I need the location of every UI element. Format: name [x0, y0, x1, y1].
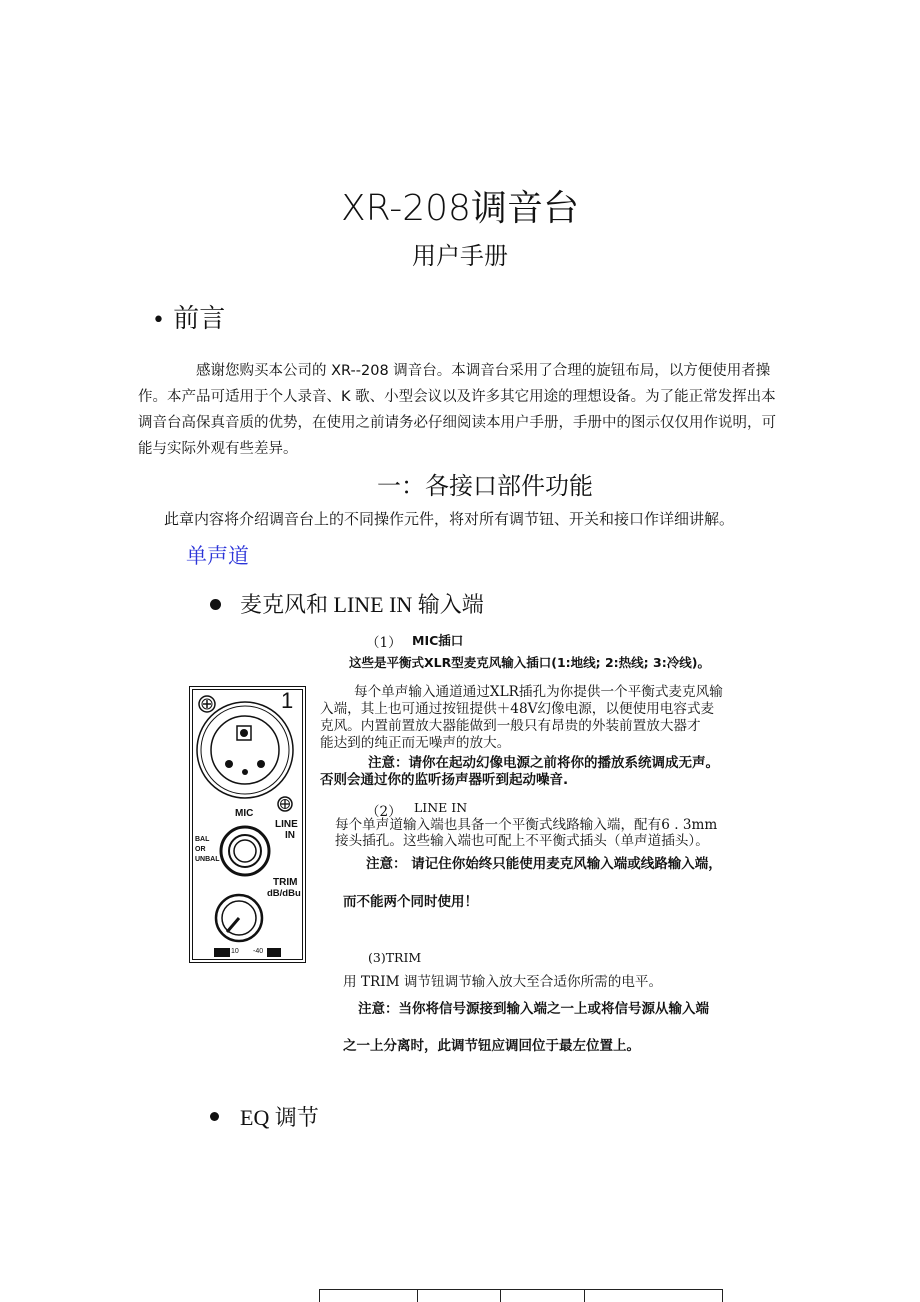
line-in-label-2: IN — [285, 830, 295, 841]
document-subtitle: 用户手册 — [412, 242, 508, 270]
item3-note-line2: 之一上分离时，此调节钮应调回位于最左位置上。 — [343, 1038, 640, 1054]
document-title: XR-208调音台 — [341, 188, 579, 229]
preface-heading — [152, 298, 225, 335]
preface-heading-text: 前言 — [173, 304, 226, 334]
scale-label-right: -40 — [253, 948, 264, 955]
item3-title: (3)TRIM — [368, 950, 422, 965]
line-in-label-1: LINE — [275, 819, 298, 830]
item3-note-line1: 注意：当你将信号源接到输入端之一上或将信号源从输入端 — [358, 1001, 709, 1017]
xlr-connector-icon — [197, 702, 293, 798]
table-col-border — [500, 1289, 501, 1302]
table-col-border — [722, 1289, 723, 1302]
mic-section-heading: 麦克风和 LINE IN 输入端 — [240, 592, 484, 617]
table-col-border — [417, 1289, 418, 1302]
table-col-border — [319, 1289, 320, 1302]
item2-title: LINE IN — [414, 800, 468, 815]
line-in-jack-icon — [221, 827, 269, 875]
scale-label-left: 10 — [231, 948, 239, 955]
channel-number: 1 — [281, 688, 294, 713]
trim-label-1: TRIM — [273, 877, 298, 888]
trim-label-2: dB/dBu — [267, 888, 301, 899]
item1-body-line4: 能达到的纯正而无噪声的放大。 — [320, 735, 511, 751]
mono-channel-heading: 单声道 — [186, 544, 249, 568]
item1-body-line2: 入端，其上也可通过按钮提供＋48V幻像电源，以便使用电容式麦 — [320, 701, 715, 717]
item1-note-line1: 注意：请你在起动幻像电源之前将你的播放系统调成无声。 — [368, 755, 719, 771]
item2-body-line1: 每个单声道输入端也具备一个平衡式线路输入端，配有6 . 3mm — [335, 817, 718, 833]
item3-body: 用 TRIM 调节钮调节输入放大至合适你所需的电平。 — [343, 974, 663, 990]
preface-paragraph — [138, 358, 788, 462]
chapter-title: 一：各接口部件功能 — [377, 472, 593, 500]
screw-icon — [278, 797, 292, 811]
bal-label-3: UNBAL — [195, 856, 220, 863]
chapter-description: 此章内容将介绍调音台上的不同操作元件，将对所有调节钮、开关和接口作详细讲解。 — [164, 510, 735, 528]
table-top-border — [319, 1289, 723, 1290]
eq-section-bullet — [210, 1112, 219, 1121]
item1-body-line1: 每个单声输入通道通过XLR插孔为你提供一个平衡式麦克风输 — [354, 684, 723, 700]
item1-number: （1） — [366, 635, 402, 651]
item1-title: MIC插口 — [412, 633, 464, 648]
scale-marker-right — [267, 948, 281, 957]
bal-label-1: BAL — [195, 836, 210, 843]
item2-note-line2: 而不能两个同时使用！ — [343, 894, 478, 910]
screw-icon — [199, 696, 215, 712]
item2-body-line2: 接头插孔。这些输入端也可配上不平衡式插头（单声道插头）。 — [335, 833, 709, 849]
trim-knob-icon — [216, 895, 262, 941]
bal-label-2: OR — [195, 846, 206, 853]
eq-section-heading: EQ 调节 — [240, 1105, 319, 1130]
mic-section-bullet — [210, 599, 221, 610]
item1-description: 这些是平衡式XLR型麦克风输入插口(1:地线; 2:热线; 3:冷线)。 — [349, 655, 710, 670]
preface-bullet: • — [152, 308, 165, 333]
preface-text: 感谢您购买本公司的 XR--208 调音台。本调音台采用了合理的旋钮布局，以方便使用者操作。本产品可适用于个人录音、K 歌、小型会议以及许多其它用途的理想设备。为了能正常发挥出本调音台高保真音质的优势，在使用之前请务必仔细阅读本用户手册，手册中的图示仅仅用作说明，可能与实际外观有些差异。 — [138, 363, 776, 457]
item1-body-line3: 克风。内置前置放大器能做到一般只有昂贵的外装前置放大器才 — [320, 718, 701, 734]
item2-number: （2） — [366, 804, 402, 820]
item2-note-line1: 注意： 请记住你始终只能使用麦克风输入端或线路输入端， — [366, 856, 722, 872]
channel-strip-illustration — [189, 686, 306, 963]
scale-marker-left — [214, 948, 230, 957]
item1-note-line2: 否则会通过你的监听扬声器听到起动噪音. — [320, 772, 569, 788]
mic-label: MIC — [235, 808, 254, 819]
table-col-border — [584, 1289, 585, 1302]
